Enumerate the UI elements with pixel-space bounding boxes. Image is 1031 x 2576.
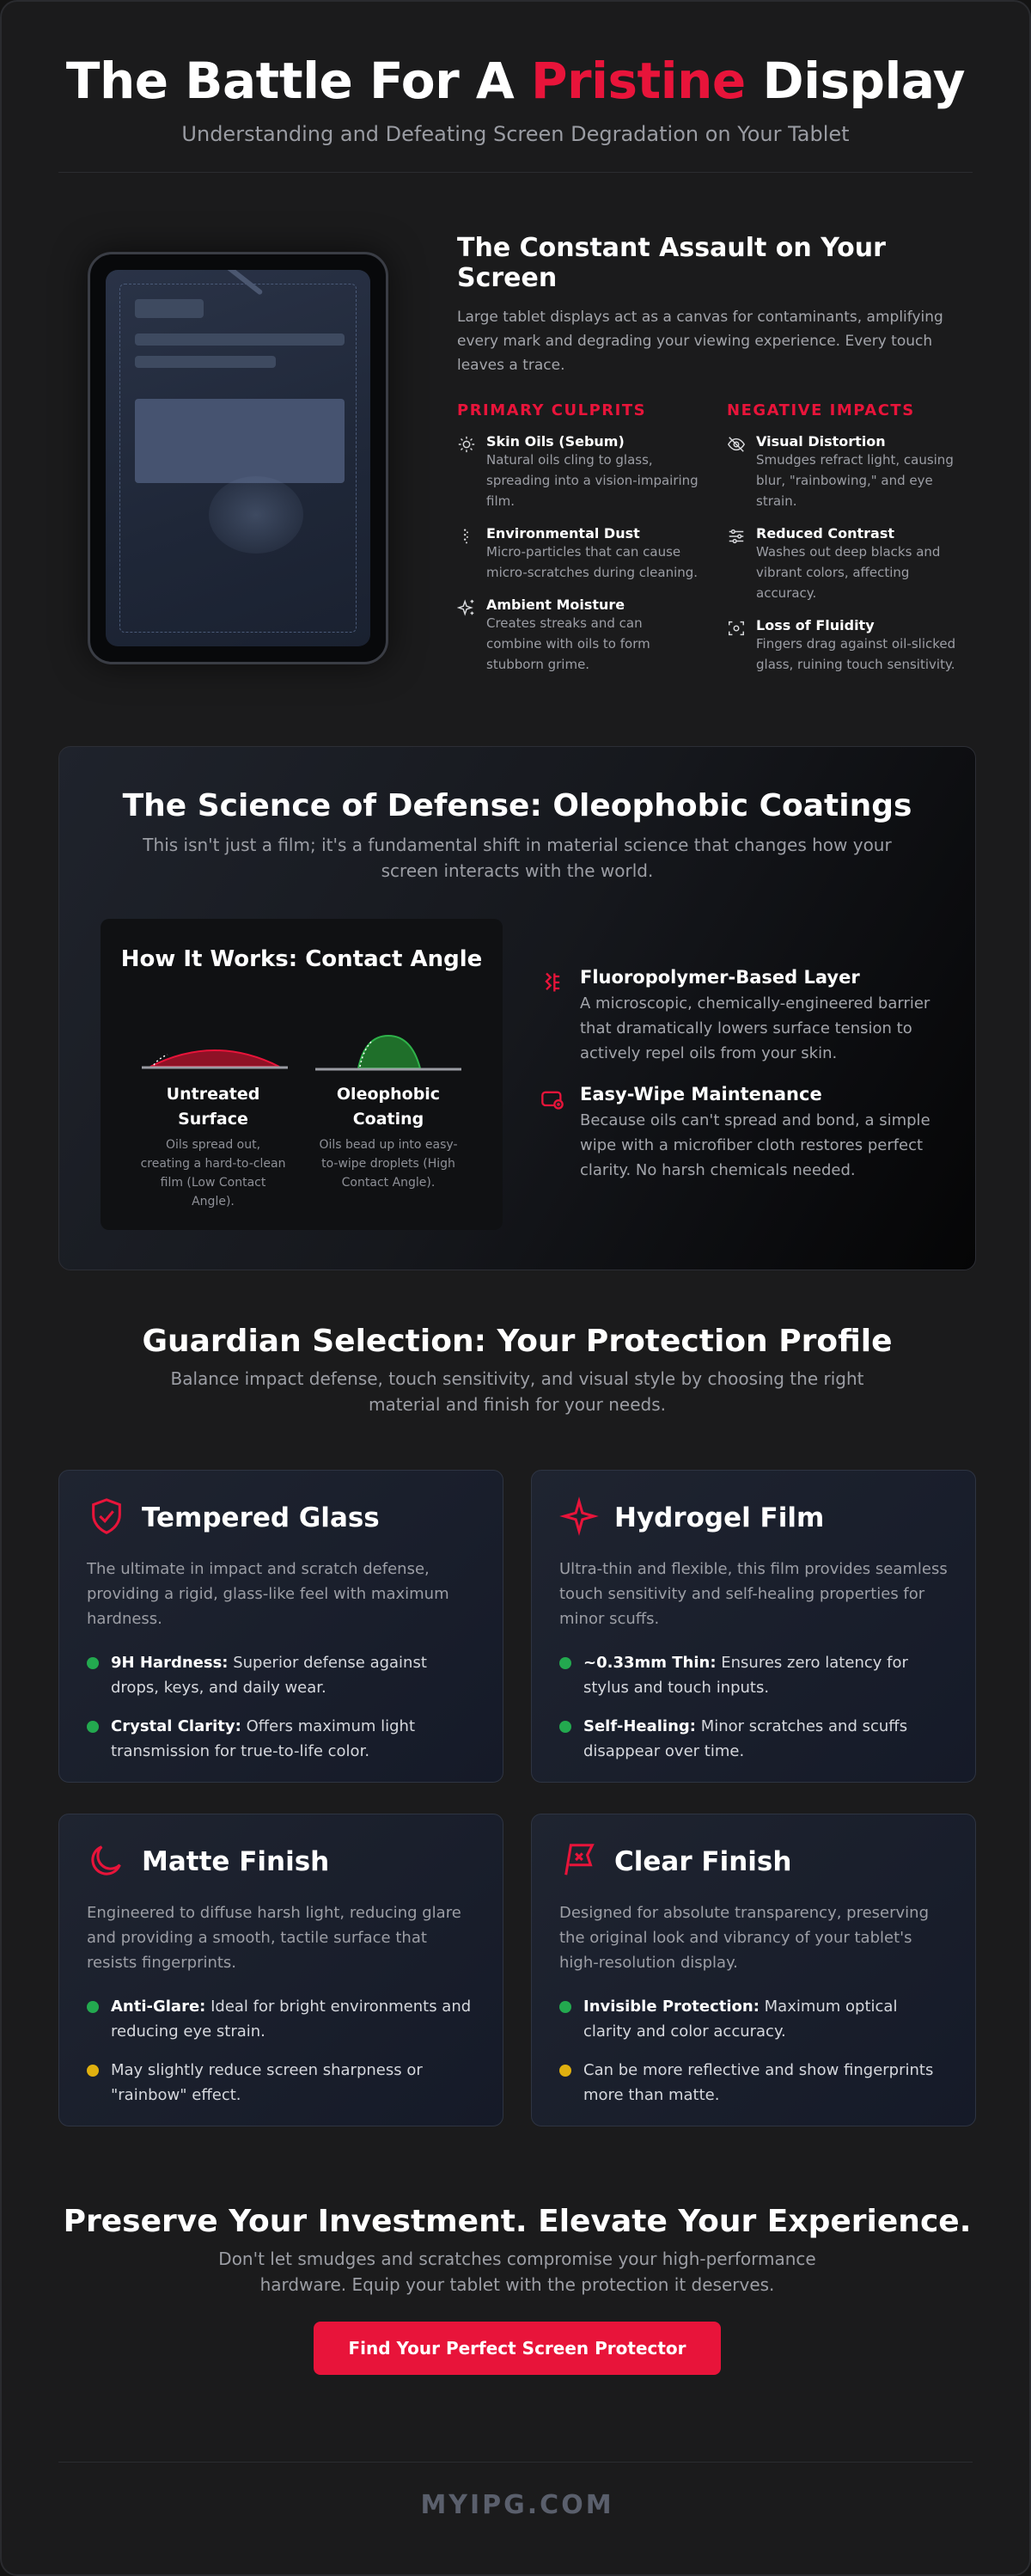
bullet-item — [87, 2058, 475, 2108]
impact-title: Reduced Contrast — [756, 525, 895, 542]
eye-off-icon — [727, 433, 756, 511]
header — [2, 2, 1029, 173]
feature-title: Easy-Wipe Maintenance — [580, 1084, 822, 1104]
bullet-text: Maximum optical clarity and color accuracy. — [583, 1998, 898, 2041]
check-icon — [559, 1657, 571, 1669]
layer-icon — [540, 967, 580, 1066]
feature-item — [540, 967, 936, 1066]
card-tempered-glass — [58, 1470, 503, 1783]
card-desc: Ultra-thin and flexible, this film provides seamless touch sensitivity and self-healing properties for minor scuffs. — [559, 1560, 948, 1628]
title-accent: Pristine — [531, 52, 746, 110]
bullet-text: Can be more reflective and show fingerprints more than matte. — [583, 2061, 934, 2104]
bullet-item — [559, 1714, 948, 1764]
contact-angle-card — [101, 919, 503, 1230]
culprit-desc: Creates streaks and can combine with oils to form stubborn grime. — [486, 615, 650, 672]
impact-title: Visual Distortion — [756, 433, 886, 450]
coated-title: Oleophobic Coating — [336, 1085, 441, 1129]
moon-icon — [87, 1840, 142, 1883]
impact-item — [727, 433, 976, 511]
card-clear-finish — [531, 1814, 976, 2126]
sparkle-icon — [559, 1496, 614, 1539]
science-section — [58, 746, 976, 1270]
card-desc: Engineered to diffuse harsh light, reducing glare and providing a smooth, tactile surface that resists fingerprints. — [87, 1904, 461, 1972]
warning-icon — [559, 2065, 571, 2077]
title-part: The Battle For A — [65, 52, 532, 110]
bullet-text: Ensures zero latency for stylus and touch inputs. — [583, 1654, 908, 1697]
card-title: Tempered Glass — [142, 1502, 380, 1533]
focus-icon — [727, 617, 756, 675]
feature-desc: Because oils can't spread and bond, a simple wipe with a microfiber cloth restores perfect clarity. No harsh chemicals needed. — [580, 1111, 930, 1179]
check-icon — [559, 2001, 571, 2013]
title-part: Display — [745, 52, 966, 110]
divider — [58, 2462, 973, 2463]
tablet-illustration — [88, 252, 388, 664]
footer-brand[interactable]: MYIPG.COM — [420, 2490, 614, 2520]
culprit-item — [457, 597, 727, 675]
bullet-bold: Anti-Glare: — [111, 1998, 206, 2016]
bullet-text: May slightly reduce screen sharpness or "rainbow" effect. — [111, 2061, 423, 2104]
card-desc: The ultimate in impact and scratch defense, providing a rigid, glass-like feel with maximum hardness. — [87, 1560, 449, 1628]
sliders-icon — [727, 525, 756, 603]
sun-icon — [457, 433, 486, 511]
impact-desc: Smudges refract light, causing blur, "rainbowing," and eye strain. — [756, 452, 954, 509]
bullet-bold: Invisible Protection: — [583, 1998, 760, 2016]
assault-content — [457, 233, 977, 688]
assault-intro: Large tablet displays act as a canvas for contaminants, amplifying every mark and degrading your viewing experience. Every touch leaves a trace. — [457, 309, 943, 374]
untreated-label — [140, 1082, 286, 1211]
bullet-item — [87, 1714, 475, 1764]
sparkle-icon — [457, 597, 486, 675]
untreated-droplet — [142, 1039, 288, 1074]
contact-angle-title: How It Works: Contact Angle — [120, 946, 483, 972]
culprit-desc: Natural oils cling to glass, spreading into a vision-impairing film. — [486, 452, 699, 509]
screen-line — [135, 333, 345, 346]
check-icon — [87, 1721, 99, 1733]
assault-section — [2, 173, 1029, 706]
bullet-bold: ~0.33mm Thin: — [583, 1654, 717, 1672]
coated-droplet — [315, 1032, 461, 1075]
coated-label — [315, 1082, 461, 1192]
guardian-header — [2, 1324, 1031, 1417]
dust-icon — [457, 525, 486, 583]
impact-desc: Washes out deep blacks and vibrant colors, affecting accuracy. — [756, 544, 941, 601]
bullet-bold: 9H Hardness: — [111, 1654, 229, 1672]
card-desc: Designed for absolute transparency, preserving the original look and vibrancy of your tablet's high-resolution display. — [559, 1904, 930, 1972]
warning-icon — [87, 2065, 99, 2077]
assault-title: The Constant Assault on Your Screen — [457, 233, 886, 293]
card-title: Clear Finish — [614, 1846, 792, 1877]
feature-desc: A microscopic, chemically-engineered barrier that dramatically lowers surface tension to actively repel oils from your skin. — [580, 994, 930, 1062]
culprit-item — [457, 525, 727, 583]
bullet-item — [87, 1650, 475, 1700]
impact-title: Loss of Fluidity — [756, 617, 875, 633]
impacts-heading: NEGATIVE IMPACTS — [727, 401, 915, 419]
bullet-bold: Self-Healing: — [583, 1717, 696, 1735]
untreated-title: Untreated Surface — [166, 1085, 260, 1129]
bullet-item — [559, 2058, 948, 2108]
guardian-title: Guardian Selection: Your Protection Profile — [142, 1324, 893, 1359]
culprit-title: Ambient Moisture — [486, 597, 625, 613]
impact-item — [727, 617, 976, 675]
impact-desc: Fingers drag against oil-slicked glass, ruining touch sensitivity. — [756, 636, 956, 672]
check-icon — [559, 1721, 571, 1733]
check-icon — [87, 1657, 99, 1669]
card-hydrogel-film — [531, 1470, 976, 1783]
screen-block — [135, 299, 204, 318]
feature-title: Fluoropolymer-Based Layer — [580, 967, 860, 988]
card-title: Matte Finish — [142, 1846, 330, 1877]
bullet-bold: Crystal Clarity: — [111, 1717, 241, 1735]
screen-line — [135, 356, 276, 368]
feature-item — [540, 1084, 936, 1183]
cta-lead: Don't let smudges and scratches compromise your high-performance hardware. Equip your tablet with the protection it deserves. — [218, 2249, 816, 2295]
smudge-mark — [209, 476, 303, 554]
culprit-title: Skin Oils (Sebum) — [486, 433, 625, 450]
card-title: Hydrogel Film — [614, 1502, 825, 1533]
wipe-icon — [540, 1084, 580, 1183]
science-lead: This isn't just a film; it's a fundamental shift in material science that changes how your screen interacts with the world. — [143, 835, 892, 881]
card-matte-finish — [58, 1814, 503, 2126]
bullet-item — [559, 1994, 948, 2044]
untreated-desc: Oils spread out, creating a hard-to-clean film (Low Contact Angle). — [140, 1138, 286, 1208]
bullet-item — [87, 1994, 475, 2044]
flag-icon — [559, 1840, 614, 1883]
bullet-text: Ideal for bright environments and reducing eye strain. — [111, 1998, 472, 2041]
coated-desc: Oils bead up into easy-to-wipe droplets (High Contact Angle). — [319, 1138, 458, 1190]
culprit-item — [457, 433, 727, 511]
page-subtitle: Understanding and Defeating Screen Degradation on Your Tablet — [181, 122, 850, 146]
science-title: The Science of Defense: Oleophobic Coatings — [122, 788, 912, 823]
shield-check-icon — [87, 1496, 142, 1539]
culprit-title: Environmental Dust — [486, 525, 640, 542]
guardian-lead: Balance impact defense, touch sensitivity, and visual style by choosing the right material and finish for your needs. — [170, 1368, 864, 1415]
culprits-column — [457, 401, 727, 688]
page-title — [2, 52, 1029, 110]
bullet-text: Offers maximum light transmission for true-to-life color. — [111, 1717, 416, 1760]
bullet-item — [559, 1650, 948, 1700]
impact-item — [727, 525, 976, 603]
impacts-column — [727, 401, 976, 688]
bullet-text: Superior defense against drops, keys, and daily wear. — [111, 1654, 427, 1697]
culprit-desc: Micro-particles that can cause micro-scratches during cleaning. — [486, 544, 699, 580]
bullet-text: Minor scratches and scuffs disappear over time. — [583, 1717, 908, 1760]
find-protector-button[interactable]: Find Your Perfect Screen Protector — [314, 2322, 721, 2375]
cta-section — [2, 2204, 1031, 2375]
tablet-screen — [106, 270, 370, 646]
screen-panel — [135, 399, 345, 483]
culprits-heading: PRIMARY CULPRITS — [457, 401, 647, 419]
check-icon — [87, 2001, 99, 2013]
cta-title: Preserve Your Investment. Elevate Your Experience. — [63, 2204, 972, 2239]
